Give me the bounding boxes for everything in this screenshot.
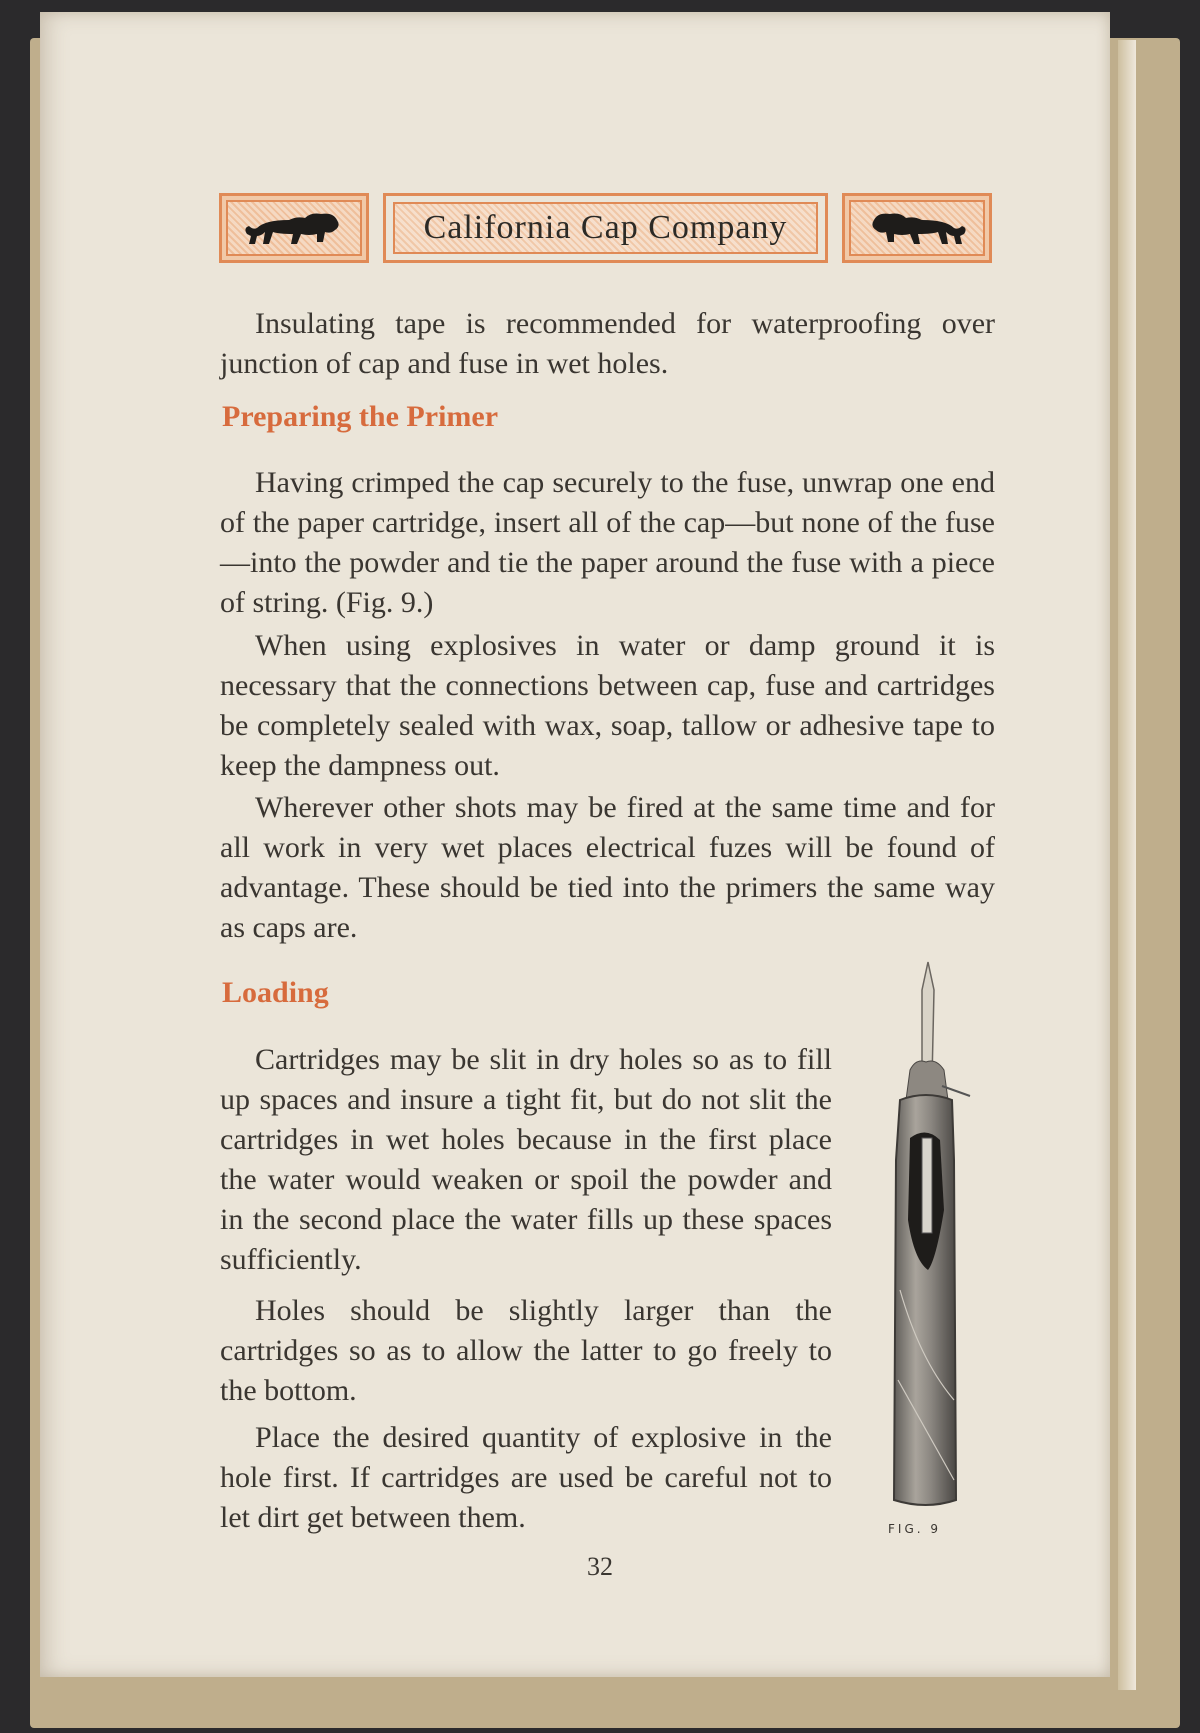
paragraph-intro: Insulating tape is recommended for waterproofing over junction of cap and fuse in wet holes.	[220, 307, 995, 380]
lion-panel-left	[219, 193, 369, 263]
next-page-edge	[1118, 40, 1136, 1690]
header-banner	[219, 193, 992, 263]
lion-panel-right	[842, 193, 992, 263]
paragraph-primer-2: When using explosives in water or damp ground it is necessary that the connections between cap, fuse and cartridges be completely sealed with wax, soap, tallow or adhesive tape to keep the dampness out.	[220, 629, 995, 782]
heading-loading: Loading	[222, 976, 329, 1009]
paragraph-loading-3: Place the desired quantity of explosive in the hole first. If cartridges are used be careful not to let dirt get between them.	[220, 1421, 832, 1534]
heading-preparing-primer: Preparing the Primer	[222, 400, 499, 433]
paragraph-primer-1: Having crimped the cap securely to the fuse, unwrap one end of the paper cartridge, insert all of the cap—but none of the fuse—into the powder and tie the paper around the fuse with a piece of string. (Fig. 9.)	[220, 466, 995, 619]
lion-icon	[239, 206, 349, 250]
figure-caption: FIG. 9	[888, 1522, 942, 1536]
paragraph-loading-1: Cartridges may be slit in dry holes so as to fill up spaces and insure a tight fit, but do not slit the cartridges in wet holes because in the first place the water would weaken or spoil the powder and in the second place the water fills up these spaces sufficiently.	[220, 1043, 832, 1276]
page-number: 32	[587, 1552, 613, 1581]
lion-icon	[862, 206, 972, 250]
paragraph-loading-2: Holes should be slightly larger than the cartridges so as to allow the latter to go freely to the bottom.	[220, 1294, 832, 1407]
paragraph-primer-3: Wherever other shots may be fired at the same time and for all work in very wet places electrical fuzes will be found of advantage. These should be tied into the primers the same way as caps are.	[220, 791, 995, 944]
company-name: California Cap Company	[423, 209, 788, 246]
cartridge-illustration	[870, 960, 990, 1520]
title-panel	[383, 193, 828, 263]
